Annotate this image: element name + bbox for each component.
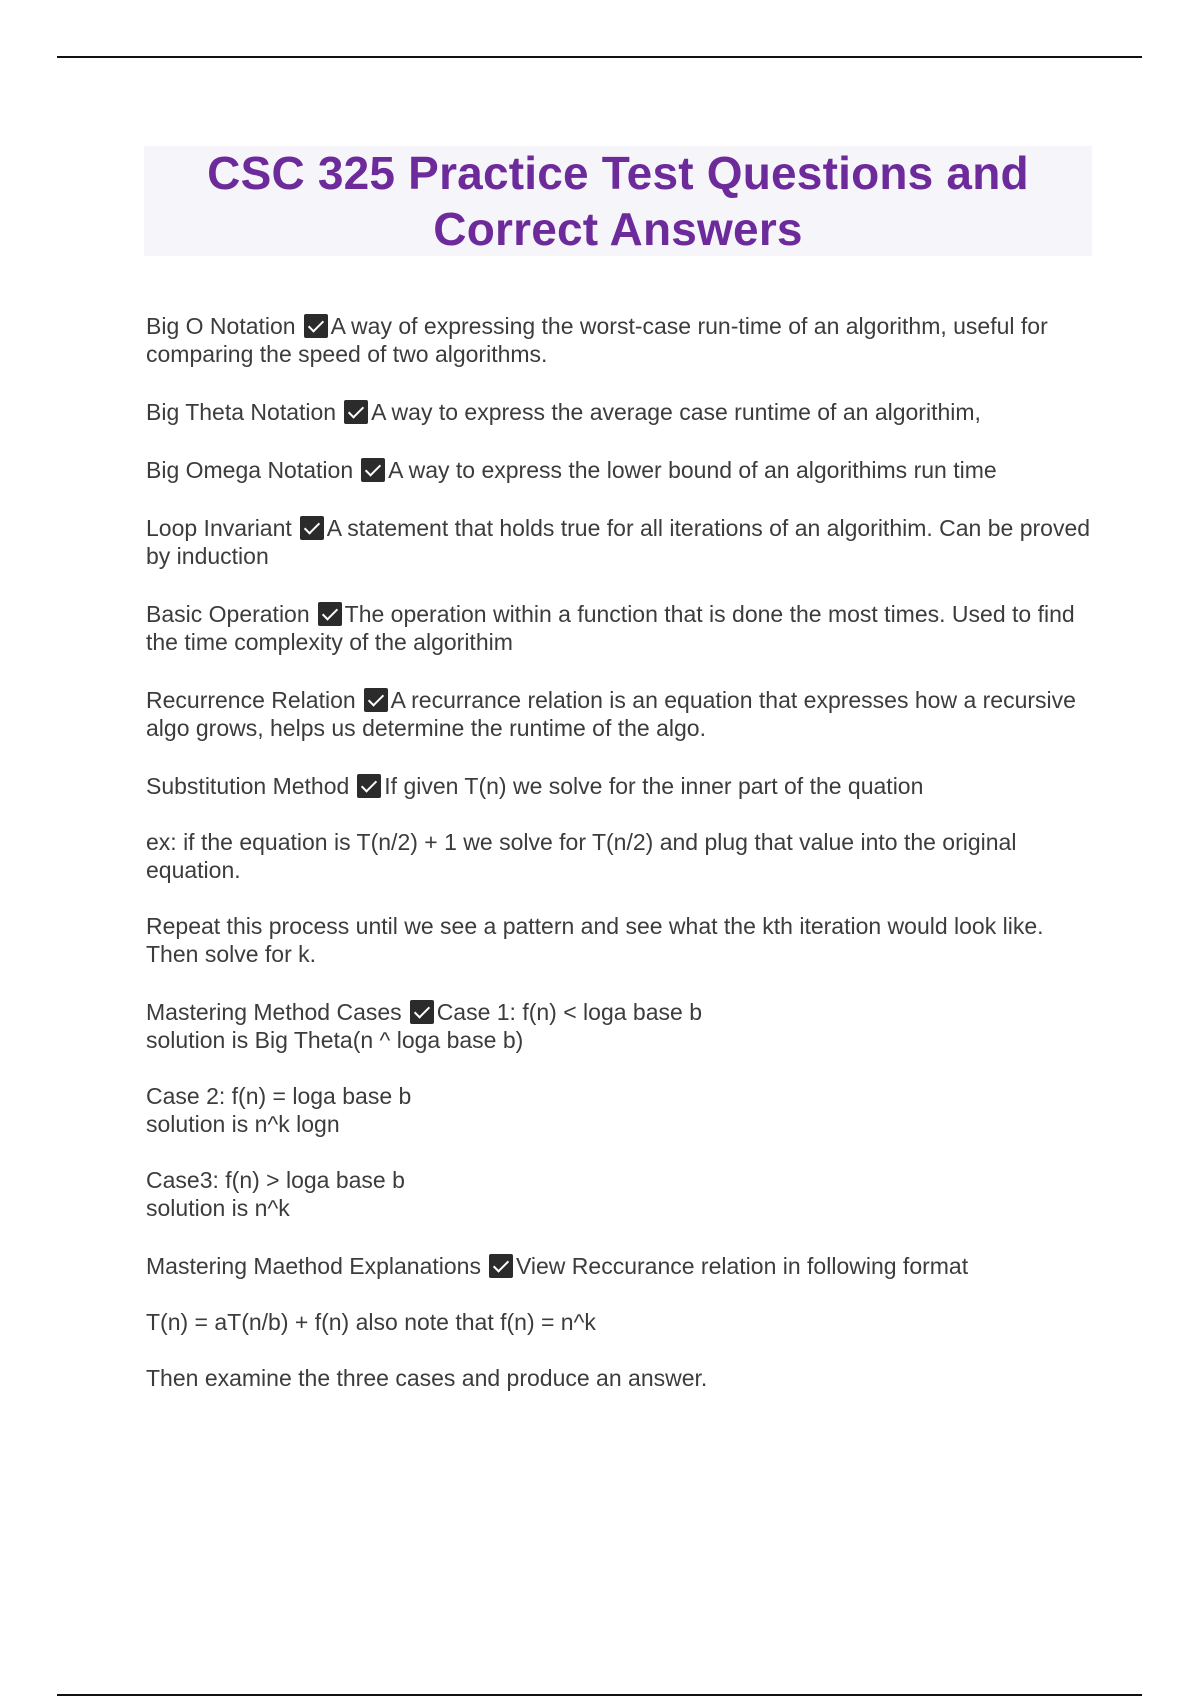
answer: A way to express the lower bound of an algorithims run time [388, 457, 997, 483]
term: Mastering Method Cases [146, 999, 402, 1025]
page-title: CSC 325 Practice Test Questions and Correct Answers [207, 147, 1029, 255]
check-icon [410, 1000, 434, 1024]
check-icon [357, 774, 381, 798]
title-banner [144, 146, 1092, 256]
entry-big-omega [146, 456, 1092, 484]
master-closing: Then examine the three cases and produce an answer. [146, 1365, 708, 1391]
answer: A statement that holds true for all iterations of an algorithim. Can be proved by induction [146, 515, 1091, 569]
answer: A recurrance relation is an equation that expresses how a recursive algo grows, helps us determine the runtime of the algo. [146, 687, 1076, 741]
entry-substitution-method [146, 772, 1092, 800]
check-icon [364, 688, 388, 712]
check-icon [344, 400, 368, 424]
master-case-2 [146, 1082, 1092, 1138]
entry-basic-operation [146, 600, 1092, 656]
entry-master-explanations [146, 1252, 1092, 1280]
master-case-3 [146, 1166, 1092, 1222]
term: Big O Notation [146, 313, 296, 339]
term: Recurrence Relation [146, 687, 356, 713]
case3-line2: solution is n^k [146, 1195, 290, 1221]
case2-line1: Case 2: f(n) = loga base b [146, 1083, 412, 1109]
substitution-example: ex: if the equation is T(n/2) + 1 we solve for T(n/2) and plug that value into the original equation. [146, 829, 1017, 883]
check-icon [304, 314, 328, 338]
top-rule [57, 56, 1142, 58]
entry-recurrence-relation [146, 686, 1092, 742]
check-icon [300, 516, 324, 540]
entry-loop-invariant [146, 514, 1092, 570]
check-icon [489, 1254, 513, 1278]
answer: View Reccurance relation in following format [515, 1253, 969, 1279]
entry-big-theta [146, 398, 1092, 426]
term: Mastering Maethod Explanations [146, 1253, 481, 1279]
case1-line1: Case 1: f(n) < loga base b [436, 999, 702, 1025]
term: Substitution Method [146, 773, 350, 799]
answer: If given T(n) we solve for the inner part of the quation [384, 773, 924, 799]
case2-line2: solution is n^k logn [146, 1111, 340, 1137]
master-formula: T(n) = aT(n/b) + f(n) also note that f(n) = n^k [146, 1309, 596, 1335]
qa-content [146, 312, 1092, 1422]
check-icon [318, 602, 342, 626]
answer: The operation within a function that is done the most times. Used to find the time complexity of the algorithim [146, 601, 1075, 655]
entry-master-cases [146, 998, 1092, 1054]
term: Loop Invariant [146, 515, 292, 541]
case3-line1: Case3: f(n) > loga base b [146, 1167, 405, 1193]
answer: A way to express the average case runtime of an algorithim, [371, 399, 981, 425]
term: Big Omega Notation [146, 457, 354, 483]
answer: A way of expressing the worst-case run-time of an algorithm, useful for comparing the speed of two algorithms. [146, 313, 1048, 367]
term: Basic Operation [146, 601, 310, 627]
bottom-rule [57, 1694, 1142, 1696]
substitution-repeat: Repeat this process until we see a pattern and see what the kth iteration would look like. Then solve for k. [146, 913, 1044, 967]
case1-line2: solution is Big Theta(n ^ loga base b) [146, 1027, 524, 1053]
entry-big-o [146, 312, 1092, 368]
check-icon [361, 458, 385, 482]
term: Big Theta Notation [146, 399, 337, 425]
